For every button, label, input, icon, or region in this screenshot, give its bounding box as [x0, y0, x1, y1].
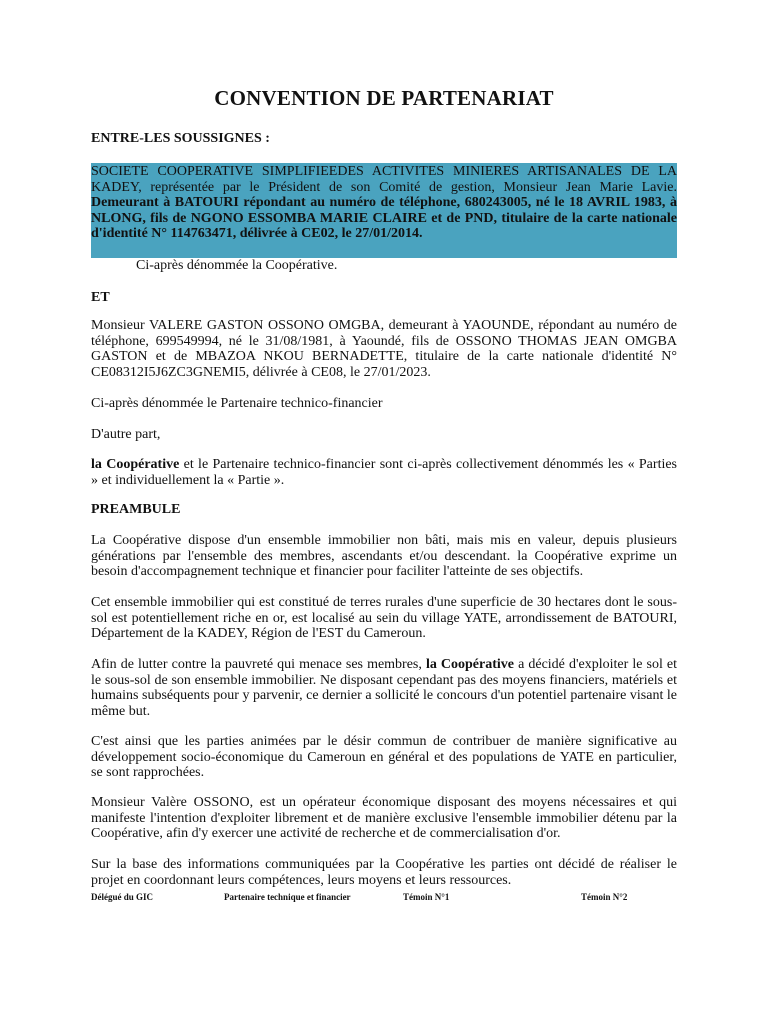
- parties-text: et le Partenaire technico-financier sont ci-après collectivement dénommés les « Parties » et individuellement la « Partie ».: [91, 457, 678, 488]
- preamble-paragraph-6: Sur la base des informations communiquées par la Coopérative les parties ont décidé de réaliser le projet en coordonnant leurs compétences, leurs moyens et leurs ressources.: [91, 857, 677, 888]
- parties-bold: la Coopérative: [91, 457, 180, 472]
- preamble-p3-after: a décidé d'exploiter le sol et le sous-sol de son ensemble immobilier. Ne disposant cependant pas des moyens financiers, matériels et humains subséquents pour y parvenir, ce dernier a sollicité le concours d'un potentiel partenaire visant le même but.: [91, 657, 678, 719]
- party1-designation: Ci-après dénommée la Coopérative.: [136, 258, 338, 273]
- footer-delegate: Délégué du GIC: [91, 892, 154, 902]
- preamble-heading: PREAMBULE: [91, 502, 181, 517]
- parties-paragraph: [91, 457, 677, 488]
- preamble-paragraph-4: C'est ainsi que les parties animées par le désir commun de contribuer de manière significative au développement socio-économique du Cameroun en général et des populations de YATE en particulier, se sont rapprochées.: [91, 734, 677, 781]
- document-title: CONVENTION DE PARTENARIAT: [214, 86, 554, 110]
- between-heading: ENTRE-LES SOUSSIGNES :: [91, 131, 270, 146]
- party1-bold-text: Demeurant à BATOURI répondant au numéro de téléphone, 680243005, né le 18 AVRIL 1983, à NLONG, fils de NGONO ESSOMBA MARIE CLAIRE et de PND, titulaire de la carte nationale d'identité N° 114763471, délivrée à CE02, le 27/01/2014.: [91, 195, 677, 242]
- preamble-paragraph-5: Monsieur Valère OSSONO, est un opérateur économique disposant des moyens nécessaires et qui manifeste l'intention d'exploiter librement et de manière exclusive l'ensemble immobilier détenu par la Coopérative, afin d'y exercer une activité de recherche et de commercialisation d'or.: [91, 795, 677, 842]
- party2-designation: Ci-après dénommée le Partenaire technico-financier: [91, 396, 383, 411]
- footer-witness-2: Témoin N°2: [581, 892, 628, 902]
- party2-paragraph: Monsieur VALERE GASTON OSSONO OMGBA, demeurant à YAOUNDE, répondant au numéro de téléphone, 699549994, né le 31/08/1981, à Yaoundé, fils de OSSONO THOMAS JEAN OMGBA GASTON et de MBAZOA NKOU BERNADETTE, titulaire de la carte nationale d'identité N° CE08312I5J6ZC3GNEMI5, délivrée à CE08, le 27/01/2023.: [91, 318, 677, 380]
- and-heading: ET: [91, 290, 110, 305]
- other-part-line: D'autre part,: [91, 427, 161, 442]
- footer-witness-1: Témoin N°1: [403, 892, 450, 902]
- party1-block: [91, 164, 677, 242]
- preamble-paragraph-2: Cet ensemble immobilier qui est constitué de terres rurales d'une superficie de 30 hectares dont le sous-sol est potentiellement riche en or, est localisé au sein du village YATE, arrondissement de BATOURI, Département de la KADEY, Région de l'EST du Cameroun.: [91, 595, 677, 642]
- preamble-paragraph-1: La Coopérative dispose d'un ensemble immobilier non bâti, mais mis en valeur, depuis plusieurs générations par l'ensemble des membres, ascendants et/ou descendant. la Coopérative exprime un besoin d'accompagnement technique et financier pour faciliter l'atteinte de ses objectifs.: [91, 533, 677, 580]
- footer-partner: Partenaire technique et financier: [224, 892, 351, 902]
- preamble-paragraph-3: [91, 657, 677, 719]
- party1-text: SOCIETE COOPERATIVE SIMPLIFIEEDES ACTIVITES MINIERES ARTISANALES DE LA KADEY, représentée par le Président de son Comité de gestion, Monsieur Jean Marie Lavie.: [91, 164, 677, 195]
- preamble-p3-bold: la Coopérative: [425, 657, 515, 672]
- preamble-p3-before: Afin de lutter contre la pauvreté qui menace ses membres,: [91, 657, 426, 672]
